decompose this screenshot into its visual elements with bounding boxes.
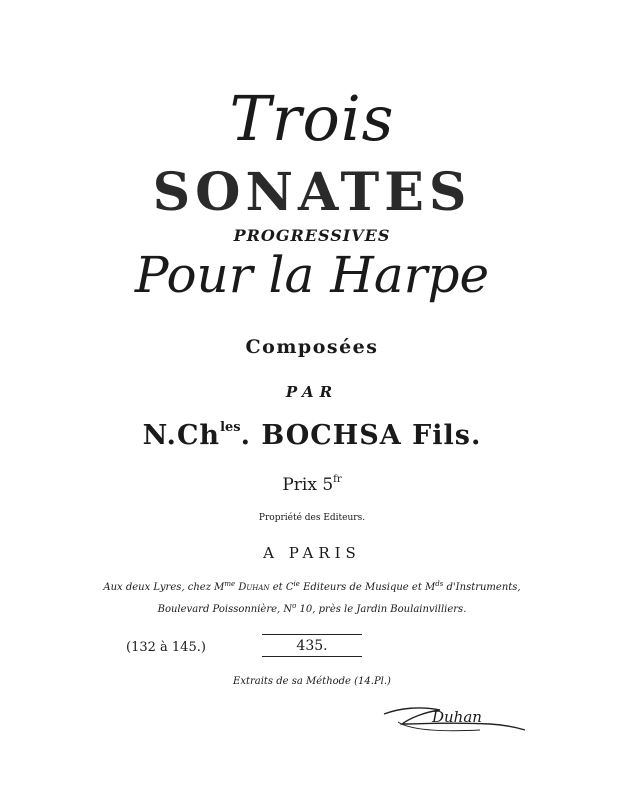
par-label: PAR <box>285 383 339 401</box>
address1-part-e: d'Instruments, <box>443 582 521 593</box>
signature-text: Duhan <box>432 708 482 726</box>
plate-number: 435. <box>262 634 362 657</box>
address2-part-b: 10, près le Jardin Boulainvilliers. <box>296 604 467 615</box>
address2-sup: o <box>292 602 297 610</box>
address1-sup-2: ie <box>293 580 300 588</box>
propriete-note: Propriété des Editeurs. <box>258 513 366 523</box>
composees-label: Composées <box>245 336 379 358</box>
address1-part-c: et C <box>269 582 294 593</box>
title-sonates: SONATES <box>152 162 472 223</box>
publisher-signature <box>380 700 530 740</box>
address1-sup-1: me <box>224 580 236 588</box>
price <box>0 474 624 495</box>
extraits-note: Extraits de sa Méthode (14.Pl.) <box>233 676 391 687</box>
address1-sup-3: ds <box>435 580 444 588</box>
address1-part-b: Duhan <box>238 582 270 593</box>
title-trois: Trois <box>229 82 395 155</box>
author-surname: . BOCHSA Fils. <box>240 420 482 451</box>
address-line-2 <box>0 602 624 615</box>
price-label: Prix 5 <box>282 475 334 495</box>
address1-part-d: Editeurs de Musique et M <box>299 582 436 593</box>
title-progressives: PROGRESSIVES <box>233 226 391 245</box>
signature-flourish-icon <box>380 700 530 740</box>
price-unit: fr <box>333 474 342 485</box>
a-paris: A PARIS <box>263 544 361 562</box>
address-line-1 <box>0 580 624 593</box>
address2-part-a: Boulevard Poissonnière, N <box>157 604 293 615</box>
author-prefix: N.Ch <box>142 420 221 451</box>
author-sup: les <box>220 420 241 435</box>
title-pour-la-harpe: Pour la Harpe <box>134 246 490 304</box>
address1-part-a: Aux deux Lyres, chez M <box>103 582 225 593</box>
author-name <box>0 420 624 451</box>
plate-range: (132 à 145.) <box>126 640 206 655</box>
